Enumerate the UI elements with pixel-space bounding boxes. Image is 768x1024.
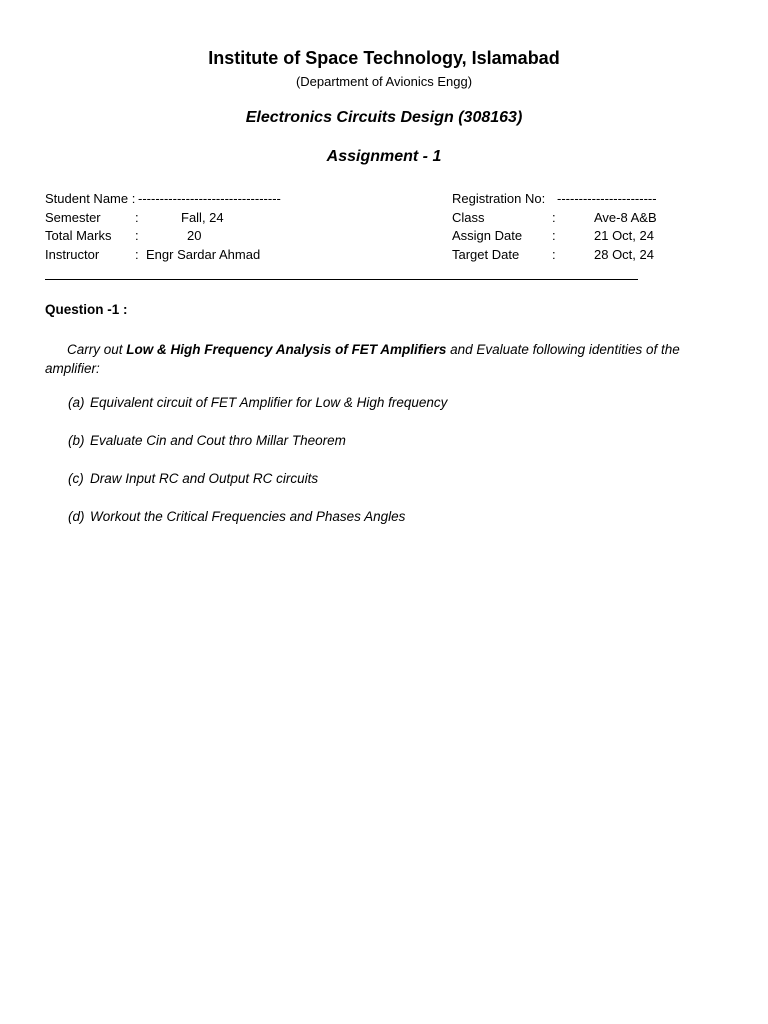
student-name-label: Student Name :	[45, 191, 136, 206]
item-label: (d)	[68, 509, 85, 524]
student-info-right	[452, 190, 712, 265]
registration-value: -----------------------	[557, 191, 657, 206]
registration-row	[452, 190, 712, 209]
class-colon: :	[552, 209, 556, 225]
registration-label: Registration No:	[452, 191, 546, 206]
assign-date-row	[452, 227, 712, 246]
instructor-colon: :	[135, 247, 139, 263]
intro-suffix: and Evaluate following identities of the amplifier:	[45, 342, 680, 376]
total-marks-colon: :	[135, 228, 139, 244]
target-date-row	[452, 246, 712, 265]
target-date-value: 28 Oct, 24	[594, 247, 654, 263]
target-date-colon: :	[552, 247, 556, 263]
item-label: (a)	[68, 395, 85, 410]
class-row	[452, 209, 712, 228]
horizontal-divider	[45, 279, 638, 280]
item-text: Equivalent circuit of FET Amplifier for Low & High frequency	[90, 395, 448, 410]
item-text: Evaluate Cin and Cout thro Millar Theorem	[90, 433, 346, 448]
institute-title: Institute of Space Technology, Islamabad	[208, 48, 560, 68]
question-heading: Question -1 :	[45, 302, 128, 317]
intro-bold-topic: Low & High Frequency Analysis of FET Amplifiers	[126, 342, 447, 357]
semester-colon: :	[135, 209, 139, 225]
total-marks-value: 20	[187, 228, 202, 244]
course-title: Electronics Circuits Design (308163)	[245, 109, 523, 126]
semester-row	[45, 209, 365, 228]
instructor-value: Engr Sardar Ahmad	[146, 247, 261, 263]
total-marks-row	[45, 227, 365, 246]
instructor-row	[45, 246, 365, 265]
semester-label: Semester	[45, 209, 101, 225]
assign-date-label: Assign Date	[452, 228, 523, 244]
item-text: Draw Input RC and Output RC circuits	[90, 471, 319, 486]
question-intro	[45, 340, 685, 378]
assign-date-colon: :	[552, 228, 556, 244]
target-date-label: Target Date	[452, 247, 520, 263]
item-label: (b)	[68, 433, 85, 448]
semester-value: Fall, 24	[181, 209, 224, 225]
intro-prefix: Carry out	[67, 342, 127, 357]
department-subtitle: (Department of Avionics Engg)	[295, 74, 473, 89]
instructor-label: Instructor	[45, 247, 100, 263]
assign-date-value: 21 Oct, 24	[594, 228, 654, 244]
class-label: Class	[452, 209, 485, 225]
item-text: Workout the Critical Frequencies and Phases Angles	[90, 509, 406, 524]
class-value: Ave-8 A&B	[594, 209, 657, 225]
total-marks-label: Total Marks	[45, 228, 112, 244]
assignment-title: Assignment - 1	[326, 148, 442, 165]
student-info-left	[45, 190, 365, 265]
item-label: (c)	[68, 471, 84, 486]
student-name-row	[45, 190, 365, 209]
student-name-value: ---------------------------------	[138, 191, 281, 206]
